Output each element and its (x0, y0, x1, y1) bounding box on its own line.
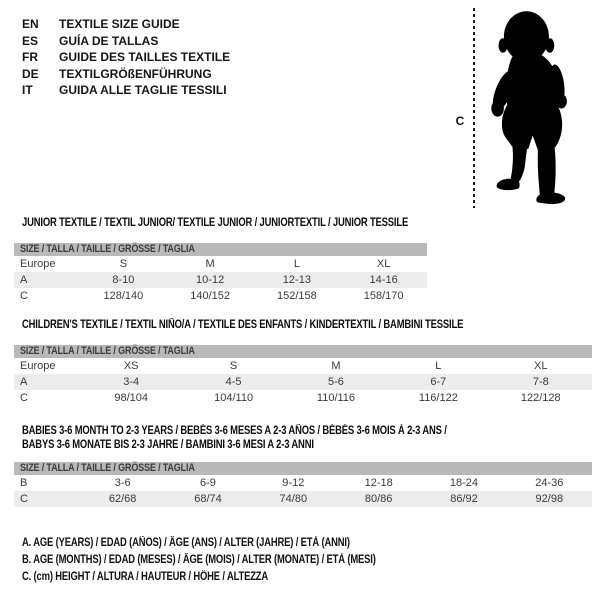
size-cell: XL (534, 360, 548, 372)
language-code: ES (22, 33, 39, 48)
size-cell: 7-8 (532, 376, 549, 388)
size-cell: L (435, 360, 442, 372)
row-label: A (20, 376, 28, 388)
section-title-line (22, 216, 427, 230)
size-cell: 80/86 (364, 493, 393, 505)
language-code: IT (22, 83, 33, 98)
language-label: TEXTILE SIZE GUIDE (59, 17, 180, 32)
size-cell: S (119, 258, 128, 270)
size-cell: 18-24 (449, 477, 479, 489)
size-cell: 98/104 (114, 392, 149, 404)
size-cell: 3-6 (114, 477, 131, 489)
size-cell: 6-9 (200, 477, 216, 489)
size-cell: 104/110 (214, 392, 254, 404)
table-row (14, 475, 592, 491)
section-title-line (22, 424, 592, 438)
baby-height-figure (452, 8, 582, 210)
height-measure-dashed-line (473, 8, 475, 208)
language-code: FR (22, 50, 38, 65)
table-row (14, 288, 427, 304)
language-row (22, 82, 230, 99)
section-title-text: BABIES 3-6 MONTH TO 2-3 YEARS / BEBÉS 3-6 MESES A 2-3 AÑOS / BÉBÉS 3-6 MOIS À 2-3 ANS / (22, 425, 447, 437)
size-cell: 3-4 (123, 376, 140, 388)
size-cell: 86/92 (450, 493, 478, 505)
size-cell: 12-13 (282, 274, 311, 286)
section-title (22, 318, 592, 332)
row-label: C (20, 290, 28, 302)
size-cell: M (331, 360, 341, 372)
row-label: B (20, 477, 28, 489)
junior-size-table (14, 256, 427, 304)
size-cell: 8-10 (112, 274, 135, 286)
table-row (14, 491, 592, 507)
children-size-table (14, 358, 592, 406)
size-cell: 110/116 (316, 392, 356, 404)
size-cell: 92/98 (535, 493, 564, 505)
footnote-line (22, 569, 453, 586)
size-header-label: SIZE / TALLA / TAILLE / GRÖSSE / TAGLIA (20, 243, 195, 255)
height-measure-label: C (455, 114, 465, 128)
section-title (22, 216, 427, 230)
babies-size-table (14, 475, 592, 507)
size-cell: 4-5 (225, 376, 242, 388)
language-code: DE (22, 66, 39, 81)
size-cell: 14-16 (369, 274, 398, 286)
size-cell: 62/68 (108, 493, 137, 505)
size-cell: M (205, 258, 215, 270)
language-list (22, 16, 230, 99)
footnote-text: A. AGE (YEARS) / EDAD (AÑOS) / ÂGE (ANS) / ALTER (JAHRE) / ETÀ (ANNI) (22, 537, 350, 549)
size-cell: 10-12 (196, 274, 225, 286)
size-header-label: SIZE / TALLA / TAILLE / GRÖSSE / TAGLIA (20, 345, 195, 357)
size-header-label: SIZE / TALLA / TAILLE / GRÖSSE / TAGLIA (20, 462, 195, 474)
section-title-text: JUNIOR TEXTILE / TEXTIL JUNIOR/ TEXTILE JUNIOR / JUNIORTEXTIL / JUNIOR TESSILE (22, 217, 409, 229)
size-header-bar (14, 462, 592, 475)
table-row (14, 272, 427, 288)
table-row (14, 374, 592, 390)
baby-silhouette-icon (485, 9, 575, 208)
section-title-line (22, 438, 592, 452)
size-cell: XS (123, 360, 139, 372)
size-header-bar (14, 345, 592, 358)
size-cell: 74/80 (279, 493, 308, 505)
size-cell: 128/140 (103, 290, 144, 302)
size-cell: 68/74 (194, 493, 222, 505)
language-label: GUIDA ALLE TAGLIE TESSILI (59, 83, 227, 98)
size-cell: 152/158 (276, 290, 317, 302)
row-label: C (20, 392, 28, 404)
section-title (22, 424, 592, 452)
babies-textile-section (14, 424, 592, 507)
footnote-line (22, 535, 453, 552)
row-label: C (20, 493, 28, 505)
size-cell: 140/152 (190, 290, 230, 302)
size-cell: 12-18 (364, 477, 393, 489)
row-label: A (20, 274, 28, 286)
size-cell: 6-7 (430, 376, 447, 388)
language-row (22, 16, 230, 33)
footnote-line (22, 552, 453, 569)
children-textile-section (14, 318, 592, 406)
language-row (22, 66, 230, 83)
size-cell: 158/170 (363, 290, 404, 302)
size-cell: S (229, 360, 238, 372)
size-cell: 24-36 (535, 477, 564, 489)
table-row (14, 358, 592, 374)
size-header-bar (14, 243, 427, 256)
footnote-text: B. AGE (MONTHS) / EDAD (MESES) / ÂGE (MOIS) / ALTER (MONATE) / ETÀ (MESI) (22, 554, 376, 566)
footnotes (22, 535, 453, 586)
language-label: TEXTILGRÖßENFÜHRUNG (59, 66, 212, 81)
size-cell: 5-6 (328, 376, 344, 388)
language-row (22, 33, 230, 50)
size-cell: L (293, 258, 300, 270)
language-row (22, 49, 230, 66)
section-title-line (22, 318, 592, 332)
size-cell: 9-12 (282, 477, 305, 489)
junior-textile-section (14, 216, 427, 304)
section-title-text: BABYS 3-6 MONATE BIS 2-3 JAHRE / BAMBINI 3-6 MESI A 2-3 ANNI (22, 439, 314, 451)
size-cell: XL (376, 258, 391, 270)
row-label: Europe (20, 258, 56, 270)
language-label: GUÍA DE TALLAS (59, 33, 159, 48)
language-code: EN (22, 17, 39, 32)
table-row (14, 256, 427, 272)
section-title-text: CHILDREN'S TEXTILE / TEXTIL NIÑO/A / TEXTILE DES ENFANTS / KINDERTEXTIL / BAMBINI TESSILE (22, 319, 464, 331)
language-label: GUIDE DES TAILLES TEXTILE (59, 50, 231, 65)
row-label: Europe (20, 360, 56, 372)
footnote-text: C. (cm) HEIGHT / ALTURA / HAUTEUR / HÖHE / ALTEZZA (22, 571, 269, 583)
size-cell: 122/128 (520, 392, 561, 404)
table-row (14, 390, 592, 406)
size-cell: 116/122 (418, 392, 458, 404)
